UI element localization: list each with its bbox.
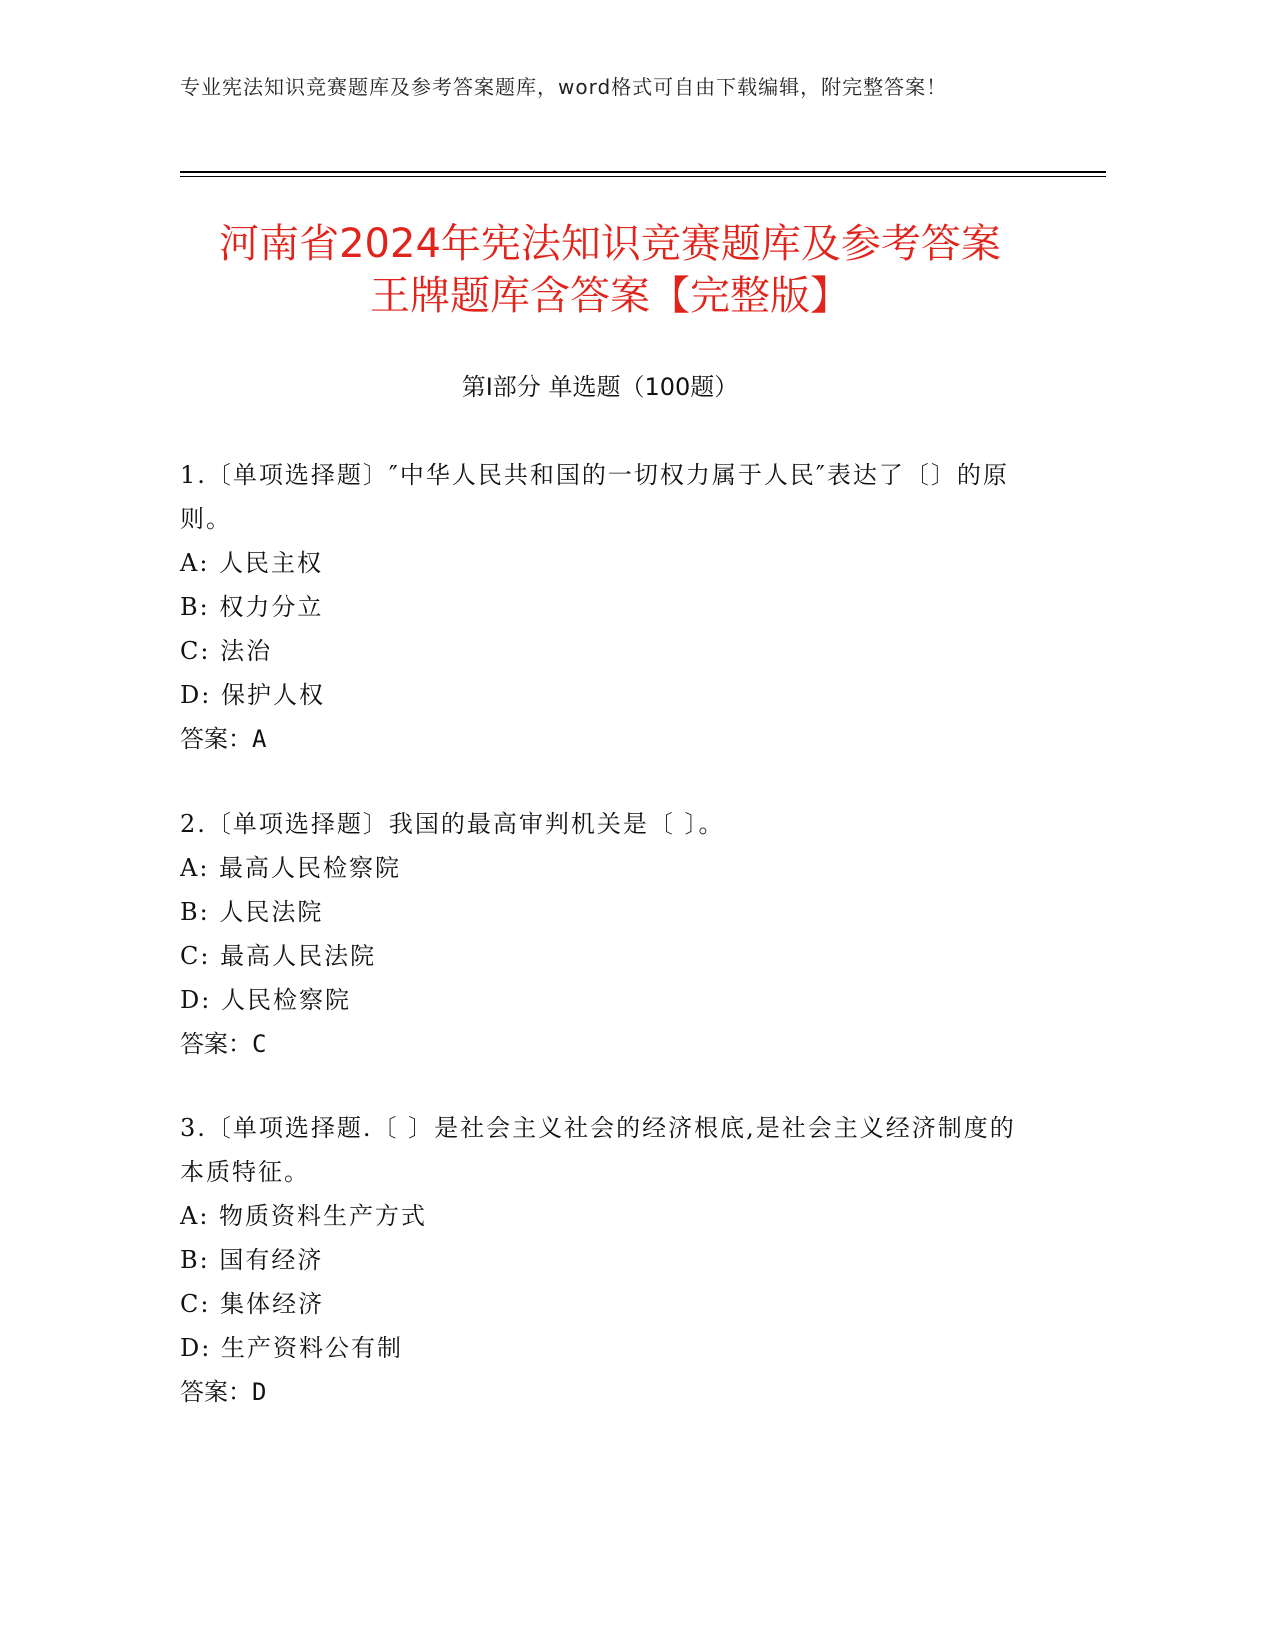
answer-line — [180, 1370, 1030, 1414]
option-a: A: 物质资料生产方式 — [180, 1202, 428, 1230]
answer-label: 答案： — [180, 725, 252, 753]
option-c: C: 法治 — [180, 637, 273, 665]
answer-line — [180, 1022, 1030, 1066]
section-title: 第I部分 单选题（100题） — [461, 373, 739, 401]
answer-value: A — [252, 725, 267, 753]
option-a: A: 人民主权 — [180, 549, 324, 577]
option-b: B: 人民法院 — [180, 898, 324, 926]
question-2 — [180, 802, 1030, 1066]
option-d: D: 保护人权 — [180, 681, 325, 709]
answer-label: 答案： — [180, 1378, 252, 1406]
option-d: D: 生产资料公有制 — [180, 1334, 403, 1362]
question-stem: 1.〔单项选择题〕″中华人民共和国的一切权力属于人民″表达了〔〕的原则。 — [180, 461, 1009, 533]
header-rule-thick — [180, 171, 1106, 173]
option-d: D: 人民检察院 — [180, 986, 351, 1014]
question-stem: 2.〔单项选择题〕我国的最高审判机关是〔 〕。 — [180, 810, 725, 838]
question-3 — [180, 1106, 1030, 1414]
answer-value: D — [252, 1378, 267, 1406]
option-c: C: 最高人民法院 — [180, 942, 377, 970]
option-a: A: 最高人民检察院 — [180, 854, 402, 882]
answer-label: 答案： — [180, 1030, 252, 1058]
title-line-2: 王牌题库含答案【完整版】 — [370, 273, 850, 319]
title-line-1: 河南省2024年宪法知识竞赛题库及参考答案 — [219, 221, 1001, 267]
question-stem: 3.〔单项选择题.〔 〕是社会主义社会的经济根底,是社会主义经济制度的本质特征。 — [180, 1114, 1016, 1186]
header-note: 专业宪法知识竞赛题库及参考答案题库，word格式可自由下载编辑，附完整答案！ — [180, 75, 948, 99]
document-title — [160, 218, 1060, 322]
header-rule-thin — [180, 176, 1106, 177]
option-c: C: 集体经济 — [180, 1290, 325, 1318]
question-1 — [180, 453, 1030, 761]
option-b: B: 国有经济 — [180, 1246, 324, 1274]
answer-value: C — [252, 1030, 267, 1058]
option-b: B: 权力分立 — [180, 593, 324, 621]
answer-line — [180, 717, 1030, 761]
